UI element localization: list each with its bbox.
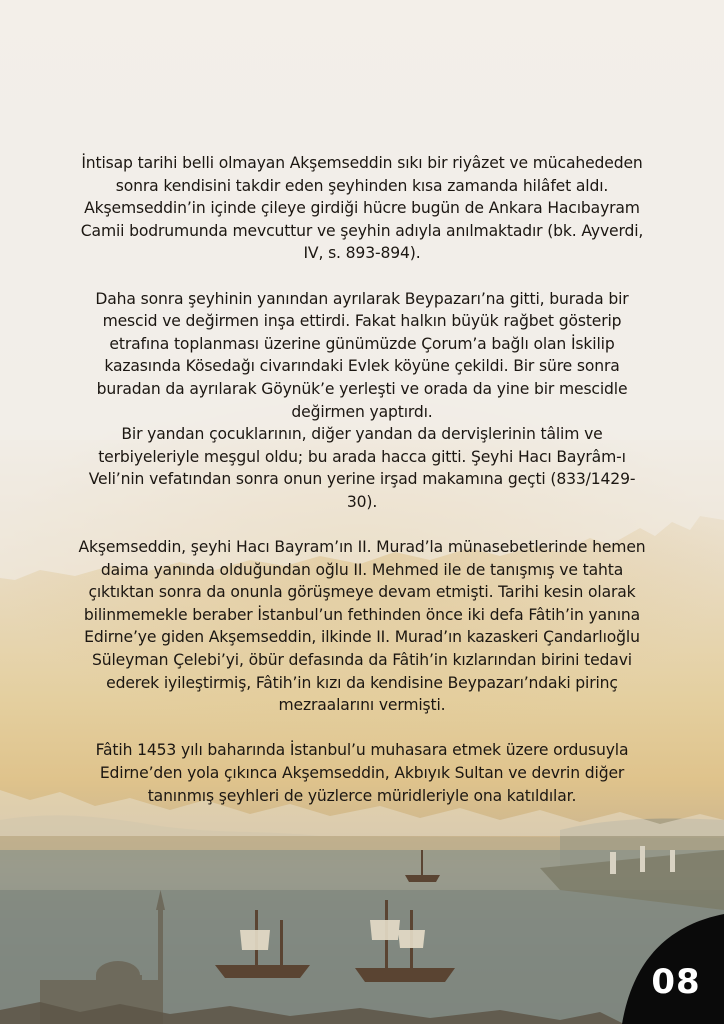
page-number: 08	[651, 962, 701, 1002]
paragraph-1: İntisap tarihi belli olmayan Akşemseddin sıkı bir riyâzet ve mücahededen sonra kendisini takdir eden şeyhinden kısa zamanda hilâfet aldı. Akşemseddin’in içinde çileye girdiği hücre bugün de Ankara Hacıbayram Camii bodrumunda mevcuttur ve şeyhin adıyla anılmaktadır (bk. Ayverdi, IV, s. 893-894).	[80, 154, 644, 263]
paragraph-3: Bir yandan çocuklarının, diğer yandan da dervişlerinin tâlim ve terbiyeleriyle meşgul oldu; bu arada hacca gitti. Şeyhi Hacı Bayrâm-ı Veli’nin vefatından sonra onun yerine irşad makamına geçti (833/1429- 30).	[88, 425, 636, 511]
body-text	[28, 152, 696, 807]
paragraph-5: Fâtih 1453 yılı baharında İstanbul’u muhasara etmek üzere ordusuyla Edirne’den yola çıkınca Akşemseddin, Akbıyık Sultan ve devrin diğer tanınmış şeyhleri de yüzlerce müridleriyle ona katıldılar.	[95, 741, 629, 805]
paragraph-4: Akşemseddin, şeyhi Hacı Bayram’ın II. Murad’la münasebetlerinde hemen daima yanında olduğundan oğlu II. Mehmed ile de tanışmış ve tahta çıktıktan sonra da onunla görüşmeye devam etmişti. Tarihi kesin olarak bilinmemekle beraber İstanbul’un fethinden önce iki defa Fâtih’in yanına Edirne’ye giden Akşemseddin, ilkinde II. Murad’ın kazaskeri Çandarlıoğlu Süleyman Çelebi’yi, öbür defasında da Fâtih’in kızlarından birini tedavi ederek iyileştirmiş, Fâtih’in kızı da kendisine Beypazarı’ndaki pirinç mezraalarını vermişti.	[78, 538, 646, 715]
paragraph-2: Daha sonra şeyhinin yanından ayrılarak Beypazarı’na gitti, burada bir mescid ve değirmen inşa ettirdi. Fakat halkın büyük rağbet gösterip etrafına toplanması üzerine günümüzde Çorum’a bağlı olan İskilip kazasında Kösedağı civarındaki Evlek köyüne çekildi. Bir süre sonra buradan da ayrılarak Göynük’e yerleşti ve orada da yine bir mescidle değirmen yaptırdı.	[95, 289, 629, 421]
